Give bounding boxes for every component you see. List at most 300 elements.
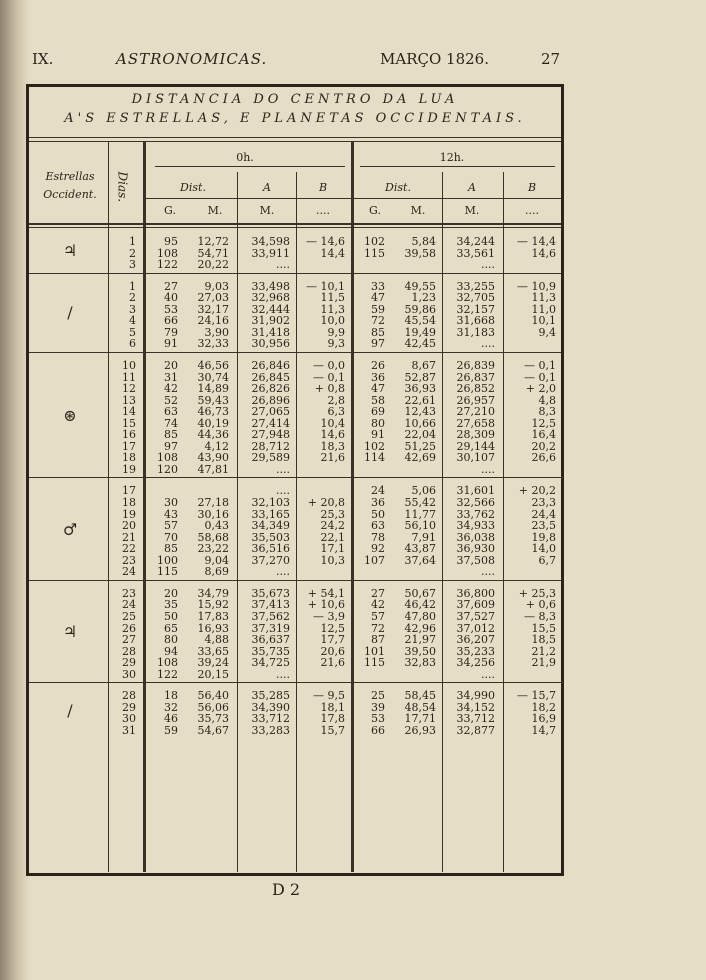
b-0: 22,1 — [320, 530, 345, 544]
min-0: 4,88 — [204, 633, 229, 647]
min-12: 56,10 — [404, 519, 436, 533]
a-12: 31,668 — [456, 314, 495, 328]
deg-0: 57 — [164, 519, 178, 533]
a-12: 34,990 — [456, 689, 495, 703]
min-0: 40,19 — [197, 416, 229, 430]
b-12: 12,5 — [531, 416, 556, 430]
day: 10 — [122, 358, 136, 372]
deg-0: 46 — [164, 712, 178, 726]
b-0: 10,4 — [320, 416, 345, 430]
min-12: 46,42 — [404, 598, 436, 612]
min-0: 15,92 — [197, 598, 229, 612]
min-0: 35,73 — [197, 712, 229, 726]
deg-0: 85 — [164, 542, 178, 556]
a-12: 37,609 — [456, 598, 495, 612]
min-0: 16,93 — [197, 621, 229, 635]
min-12: 10,66 — [404, 416, 436, 430]
min-12: 1,23 — [411, 291, 436, 305]
b-12: 14,6 — [531, 246, 556, 260]
a-0: 34,349 — [251, 519, 290, 533]
a-0: 27,948 — [251, 428, 290, 442]
a-0: 31,902 — [251, 314, 290, 328]
day: 12 — [122, 382, 136, 396]
min-12: 47,80 — [404, 609, 436, 623]
group-rule — [29, 580, 561, 581]
day: 18 — [122, 451, 136, 465]
day: 18 — [122, 496, 136, 509]
b-12: 21,9 — [531, 656, 556, 670]
deg-0: 100 — [157, 553, 178, 567]
deg-0: 20 — [164, 586, 178, 600]
a-header-0: A — [263, 181, 271, 194]
min-0: 27,03 — [197, 291, 229, 305]
min-0: 4,12 — [204, 439, 229, 453]
day: 2 — [129, 246, 136, 260]
day: 21 — [122, 530, 136, 544]
a-12: 32,877 — [456, 723, 495, 737]
a-12: 37,508 — [456, 553, 495, 567]
group-rule — [29, 352, 561, 353]
min-0: 30,16 — [197, 507, 229, 521]
b-0: — 3,9 — [313, 609, 345, 623]
a-0: 26,896 — [251, 393, 290, 407]
a-12: .... — [481, 337, 495, 351]
page-number: 27 — [541, 50, 561, 68]
deg-12: 97 — [371, 337, 385, 351]
a-12: 34,244 — [456, 235, 495, 248]
a-0: 33,911 — [251, 246, 290, 260]
min-12: 26,93 — [404, 723, 436, 737]
dist-header-12: Dist. — [385, 181, 411, 194]
a-0: 37,562 — [251, 609, 290, 623]
day: 23 — [122, 586, 136, 600]
running-title: ASTRONOMICAS. — [116, 50, 268, 68]
a-0: 37,413 — [251, 598, 290, 612]
deg-0: 32 — [164, 700, 178, 714]
b-12: — 14,4 — [517, 235, 556, 248]
min-0: 32,33 — [197, 337, 229, 351]
day: 24 — [122, 565, 136, 579]
group-rule — [29, 273, 561, 274]
rule-star-days — [108, 141, 109, 872]
g-header-12: G. — [369, 204, 381, 217]
deg-12: 33 — [371, 279, 385, 293]
b-12: + 2,0 — [525, 382, 556, 396]
deg-0: 80 — [164, 633, 178, 647]
b-0: 11,5 — [320, 291, 345, 305]
a-12: 33,255 — [456, 279, 495, 293]
a-0: 29,589 — [251, 451, 290, 465]
deg-0: 120 — [157, 462, 178, 476]
deg-12: 87 — [371, 633, 385, 647]
day: 6 — [129, 337, 136, 351]
min-0: 47,81 — [197, 462, 229, 476]
day: 30 — [122, 712, 136, 726]
min-12: 49,55 — [404, 279, 436, 293]
b-0: 12,5 — [320, 621, 345, 635]
deg-12: 91 — [371, 428, 385, 442]
deg-12: 57 — [371, 609, 385, 623]
min-12: 55,42 — [404, 496, 436, 509]
a-12: .... — [481, 258, 495, 272]
a-12: 34,933 — [456, 519, 495, 533]
min-0: 39,24 — [197, 656, 229, 670]
deg-0: 40 — [164, 291, 178, 305]
day: 25 — [122, 609, 136, 623]
b-12: + 0,6 — [525, 598, 556, 612]
b-0: 24,2 — [320, 519, 345, 533]
a-12: 32,705 — [456, 291, 495, 305]
dist-header-0: Dist. — [180, 181, 206, 194]
min-12: 22,04 — [404, 428, 436, 442]
min-12: 52,87 — [404, 370, 436, 384]
min-0: 24,16 — [197, 314, 229, 328]
day: 2 — [129, 291, 136, 305]
b-0: 21,6 — [320, 656, 345, 670]
day: 15 — [122, 416, 136, 430]
deg-0: 43 — [164, 507, 178, 521]
a-0: 30,956 — [251, 337, 290, 351]
a-0: .... — [276, 667, 290, 681]
deg-0: 52 — [164, 393, 178, 407]
a-0: 34,598 — [251, 235, 290, 248]
min-12: 59,86 — [404, 302, 436, 316]
b-0: — 0,0 — [313, 358, 345, 372]
deg-12: 115 — [364, 246, 385, 260]
min-0: 46,56 — [197, 358, 229, 372]
b-0: 17,1 — [320, 542, 345, 556]
deg-12: 92 — [371, 542, 385, 556]
deg-12: 72 — [371, 314, 385, 328]
days-column-header: Dias. — [115, 171, 130, 203]
a-0: 37,319 — [251, 621, 290, 635]
deg-12: 107 — [364, 553, 385, 567]
hour-0-header: 0h. — [236, 151, 254, 164]
day: 28 — [122, 644, 136, 658]
min-12: 42,45 — [404, 337, 436, 351]
a-0: 34,725 — [251, 656, 290, 670]
m-header-a12: M. — [464, 204, 480, 217]
dots-header-b0: .... — [316, 204, 330, 217]
day: 27 — [122, 633, 136, 647]
b-12: 14,7 — [531, 723, 556, 737]
day: 3 — [129, 302, 136, 316]
a-12: 26,839 — [456, 358, 495, 372]
min-0: 9,03 — [204, 279, 229, 293]
deg-0: 66 — [164, 314, 178, 328]
min-12: 7,91 — [411, 530, 436, 544]
title-rule — [29, 137, 561, 138]
deg-12: 63 — [371, 519, 385, 533]
min-0: 30,74 — [197, 370, 229, 384]
b-0: 21,6 — [320, 451, 345, 465]
group-rule — [29, 477, 561, 478]
min-12: 11,77 — [404, 507, 436, 521]
b-0: 2,8 — [327, 393, 345, 407]
b-12: 18,2 — [531, 700, 556, 714]
min-0: 20,15 — [197, 667, 229, 681]
deg-0: 97 — [164, 439, 178, 453]
b-0: — 0,1 — [313, 370, 345, 384]
deg-12: 47 — [371, 382, 385, 396]
star-symbol: / — [67, 303, 73, 323]
deg-0: 79 — [164, 325, 178, 339]
b-0: + 10,6 — [307, 598, 345, 612]
a-0: .... — [276, 258, 290, 272]
min-12: 39,50 — [404, 644, 436, 658]
deg-12: 85 — [371, 325, 385, 339]
b-12: + 25,3 — [518, 586, 556, 600]
b-12: 23,5 — [531, 519, 556, 533]
b-0: 18,1 — [320, 700, 345, 714]
min-0: 20,22 — [197, 258, 229, 272]
b-0: 15,7 — [320, 723, 345, 737]
b-12: 26,6 — [531, 451, 556, 465]
a-0: 33,283 — [251, 723, 290, 737]
min-12: 19,49 — [404, 325, 436, 339]
min-12: 37,64 — [404, 553, 436, 567]
day: 16 — [122, 428, 136, 442]
a-12: 35,233 — [456, 644, 495, 658]
a-12: 26,837 — [456, 370, 495, 384]
min-0: 8,69 — [204, 565, 229, 579]
day: 3 — [129, 258, 136, 272]
min-0: 33,65 — [197, 644, 229, 658]
deg-0: 122 — [157, 258, 178, 272]
g-header-0: G. — [164, 204, 176, 217]
a-header-12: A — [468, 181, 476, 194]
deg-0: 95 — [164, 235, 178, 248]
day: 1 — [129, 235, 136, 248]
min-12: 12,43 — [404, 405, 436, 419]
a-0: 35,285 — [251, 689, 290, 703]
deg-0: 74 — [164, 416, 178, 430]
deg-12: 69 — [371, 405, 385, 419]
b-0: — 10,1 — [306, 279, 345, 293]
table-title-line1: DISTANCIA DO CENTRO DA LUA — [131, 92, 459, 107]
day: 11 — [122, 370, 136, 384]
min-12: 58,45 — [404, 689, 436, 703]
deg-12: 66 — [371, 723, 385, 737]
deg-0: 53 — [164, 302, 178, 316]
deg-12: 26 — [371, 358, 385, 372]
a-12: 29,144 — [456, 439, 495, 453]
b-12: 11,3 — [531, 291, 556, 305]
a-12: 31,601 — [456, 484, 495, 498]
min-12: 36,93 — [404, 382, 436, 396]
a-12: 26,957 — [456, 393, 495, 407]
deg-12: 59 — [371, 302, 385, 316]
day: 20 — [122, 519, 136, 533]
b-12: 24,4 — [531, 507, 556, 521]
a-0: 36,516 — [251, 542, 290, 556]
a-12: 34,256 — [456, 656, 495, 670]
min-12: 43,87 — [404, 542, 436, 556]
b-12: 16,9 — [531, 712, 556, 726]
day: 28 — [122, 689, 136, 703]
a-12: 26,852 — [456, 382, 495, 396]
deg-0: 35 — [164, 598, 178, 612]
min-12: 45,54 — [404, 314, 436, 328]
day: 19 — [122, 507, 136, 521]
min-0: 23,22 — [197, 542, 229, 556]
day: 17 — [122, 484, 136, 498]
a-0: 32,444 — [251, 302, 290, 316]
min-12: 51,25 — [404, 439, 436, 453]
b-12: 8,3 — [538, 405, 556, 419]
deg-12: 115 — [364, 656, 385, 670]
deg-0: 42 — [164, 382, 178, 396]
day: 23 — [122, 553, 136, 567]
min-12: 32,83 — [404, 656, 436, 670]
b-0: — 14,6 — [306, 235, 345, 248]
deg-0: 85 — [164, 428, 178, 442]
brace — [360, 166, 555, 167]
header-bottom-rule — [29, 223, 561, 225]
a-0: 26,826 — [251, 382, 290, 396]
a-12: 36,038 — [456, 530, 495, 544]
a-12: 32,157 — [456, 302, 495, 316]
deg-0: 91 — [164, 337, 178, 351]
min-0: 46,73 — [197, 405, 229, 419]
deg-12: 27 — [371, 586, 385, 600]
min-0: 3,90 — [204, 325, 229, 339]
a-12: 27,210 — [456, 405, 495, 419]
deg-0: 65 — [164, 621, 178, 635]
star-symbol: ♃ — [62, 622, 78, 642]
a-0: 31,418 — [251, 325, 290, 339]
b-12: 21,2 — [531, 644, 556, 658]
deg-12: 101 — [364, 644, 385, 658]
b-12: 10,1 — [531, 314, 556, 328]
deg-0: 27 — [164, 279, 178, 293]
b-0: + 0,8 — [314, 382, 345, 396]
day: 29 — [122, 700, 136, 714]
min-12: 50,67 — [404, 586, 436, 600]
deg-12: 25 — [371, 689, 385, 703]
deg-12: 102 — [364, 439, 385, 453]
m-header-0: M. — [207, 204, 223, 217]
deg-0: 30 — [164, 496, 178, 509]
a-0: 27,414 — [251, 416, 290, 430]
star-symbol: / — [67, 701, 73, 721]
day: 26 — [122, 621, 136, 635]
deg-0: 108 — [157, 656, 178, 670]
m-header-12: M. — [410, 204, 426, 217]
a-12: 31,183 — [456, 325, 495, 339]
a-0: 33,498 — [251, 279, 290, 293]
b-0: 18,3 — [320, 439, 345, 453]
min-12: 48,54 — [404, 700, 436, 714]
b-12: — 15,7 — [517, 689, 556, 703]
b-12: 9,4 — [538, 325, 556, 339]
a-12: 33,762 — [456, 507, 495, 521]
a-0: .... — [276, 462, 290, 476]
month-year: MARÇO 1826. — [380, 50, 489, 68]
min-12: 42,96 — [404, 621, 436, 635]
day: 22 — [122, 542, 136, 556]
a-12: 33,561 — [456, 246, 495, 260]
day: 4 — [129, 314, 136, 328]
a-0: 35,503 — [251, 530, 290, 544]
b-12: — 10,9 — [517, 279, 556, 293]
b-0: 9,9 — [327, 325, 345, 339]
min-0: 56,06 — [197, 700, 229, 714]
a-12: 33,712 — [456, 712, 495, 726]
b-12: 15,5 — [531, 621, 556, 635]
deg-0: 70 — [164, 530, 178, 544]
min-0: 59,43 — [197, 393, 229, 407]
deg-12: 53 — [371, 712, 385, 726]
deg-0: 20 — [164, 358, 178, 372]
star-symbol: ⊛ — [63, 405, 77, 425]
deg-12: 47 — [371, 291, 385, 305]
table-title-line2: A'S ESTRELLAS, E PLANETAS OCCIDENTAIS. — [64, 111, 526, 126]
day: 19 — [122, 462, 136, 476]
deg-12: 58 — [371, 393, 385, 407]
star-symbol: ♂ — [62, 519, 78, 539]
b-0: 9,3 — [327, 337, 345, 351]
a-12: 36,930 — [456, 542, 495, 556]
min-0: 0,43 — [204, 519, 229, 533]
b-12: — 0,1 — [524, 370, 556, 384]
day: 1 — [129, 279, 136, 293]
day: 14 — [122, 405, 136, 419]
a-12: 37,527 — [456, 609, 495, 623]
b-12: 16,4 — [531, 428, 556, 442]
deg-0: 50 — [164, 609, 178, 623]
rule-midline — [351, 141, 354, 872]
b-0: 17,8 — [320, 712, 345, 726]
a-0: 32,968 — [251, 291, 290, 305]
a-12: 34,152 — [456, 700, 495, 714]
b-0: 10,3 — [320, 553, 345, 567]
min-12: 39,58 — [404, 246, 436, 260]
day: 13 — [122, 393, 136, 407]
b-12: 23,3 — [531, 496, 556, 509]
star-column-header: Estrellas Occident. — [43, 170, 97, 201]
a-0: 36,637 — [251, 633, 290, 647]
b-12: — 0,1 — [524, 358, 556, 372]
a-12: .... — [481, 565, 495, 579]
a-12: 28,309 — [456, 428, 495, 442]
a-0: 32,103 — [251, 496, 290, 509]
dots-header-b12: .... — [525, 204, 539, 217]
a-12: 36,800 — [456, 586, 495, 600]
deg-12: 78 — [371, 530, 385, 544]
a-0: 26,845 — [251, 370, 290, 384]
deg-0: 108 — [157, 246, 178, 260]
b-0: 17,7 — [320, 633, 345, 647]
deg-12: 114 — [364, 451, 385, 465]
b-0: 14,6 — [320, 428, 345, 442]
signature-mark: D 2 — [272, 880, 301, 899]
day: 17 — [122, 439, 136, 453]
day: 24 — [122, 598, 136, 612]
b-12: 14,0 — [531, 542, 556, 556]
b-0: 11,3 — [320, 302, 345, 316]
b-header-12: B — [527, 181, 537, 194]
a-0: 34,390 — [251, 700, 290, 714]
min-12: 22,61 — [404, 393, 436, 407]
day: 31 — [122, 723, 136, 737]
b-0: 25,3 — [320, 507, 345, 521]
b-0: + 54,1 — [307, 586, 345, 600]
hour-12-header: 12h. — [439, 151, 465, 164]
deg-12: 36 — [371, 496, 385, 509]
a-0: .... — [276, 565, 290, 579]
min-0: 27,18 — [197, 496, 229, 509]
